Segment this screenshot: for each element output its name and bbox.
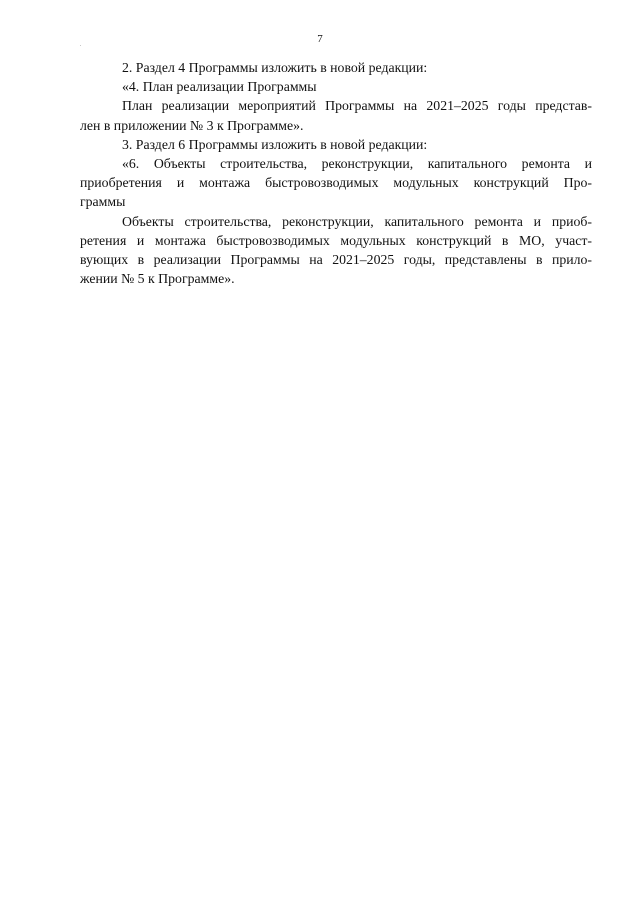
text-line: 3. Раздел 6 Программы изложить в новой редакции: [122, 136, 428, 152]
text-line: приобретения и монтажа быстровозводимых модульных конструкций Про- [80, 175, 592, 191]
paragraph-section-6-body [80, 212, 592, 289]
text-line: ретения и монтажа быстровозводимых модульных конструкций в МО, участ- [80, 232, 592, 248]
text-line: жении № 5 к Программе». [80, 271, 235, 287]
text-line: 2. Раздел 4 Программы изложить в новой редакции: [122, 60, 428, 75]
document-body [80, 58, 592, 288]
scan-artifact [80, 45, 81, 46]
text-line: вующих в реализации Программы на 2021–2025 годы, представлены в прило- [80, 252, 592, 268]
paragraph-section-4-body [80, 96, 592, 134]
paragraph-item-2-section-4 [80, 58, 592, 77]
text-line: Объекты строительства, реконструкции, капитального ремонта и приоб- [122, 213, 592, 229]
paragraph-section-6-heading [80, 154, 592, 212]
text-line: лен в приложении № 3 к Программе». [80, 117, 304, 133]
page-number: 7 [317, 33, 323, 45]
paragraph-section-4-heading [80, 77, 592, 96]
paragraph-item-3-section-6 [80, 135, 592, 154]
text-line: «6. Объекты строительства, реконструкции, капитального ремонта и [122, 156, 592, 172]
text-line: «4. План реализации Программы [122, 79, 317, 95]
text-line: План реализации мероприятий Программы на 2021–2025 годы представ- [122, 98, 592, 114]
text-line: граммы [80, 194, 126, 210]
